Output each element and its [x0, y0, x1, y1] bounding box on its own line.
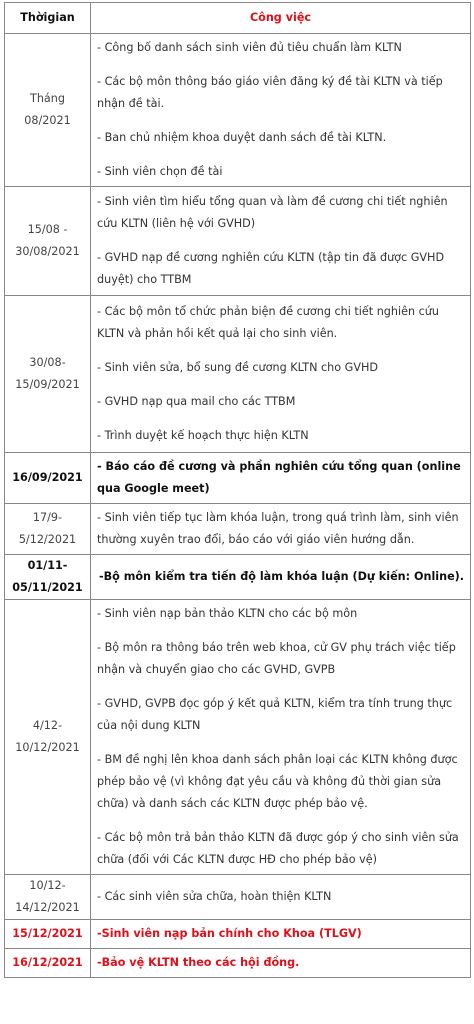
work-item: - Sinh viên nạp bản thảo KLTN cho các bộ môn	[97, 607, 358, 620]
work-item: - Các bộ môn thông báo giáo viên đăng ký đề tài KLTN và tiếp nhận đề tài.	[97, 75, 443, 110]
work-cell	[91, 920, 471, 949]
table-row	[5, 555, 471, 600]
table-row	[5, 920, 471, 949]
table-row	[5, 600, 471, 875]
work-item: - Các sinh viên sửa chữa, hoàn thiện KLTN	[97, 890, 332, 903]
work-cell	[91, 34, 471, 187]
table-row	[5, 453, 471, 504]
work-cell	[91, 187, 471, 296]
work-column-header: Công việc	[91, 3, 471, 34]
table-row	[5, 187, 471, 296]
work-item: - Trình duyệt kế hoạch thực hiện KLTN	[97, 429, 309, 442]
time-cell: 10/12- 14/12/2021	[5, 875, 91, 920]
table-row	[5, 875, 471, 920]
work-item: - GVHD, GVPB đọc góp ý kết quả KLTN, kiểm tra tính trung thực của nội dung KLTN	[97, 697, 453, 732]
work-item: - Các bộ môn trả bản thảo KLTN đã được góp ý cho sinh viên sửa chữa (đối với Các KLTN được HĐ cho phép bảo vệ)	[97, 831, 459, 866]
work-cell	[91, 504, 471, 555]
work-item: - Công bố danh sách sinh viên đủ tiêu chuẩn làm KLTN	[97, 41, 402, 54]
table-row	[5, 34, 471, 187]
work-item: -Bộ môn kiểm tra tiến độ làm khóa luận (Dự kiến: Online).	[98, 570, 465, 583]
work-item: - Sinh viên sửa, bổ sung đề cương KLTN cho GVHD	[97, 361, 379, 374]
work-item: -Sinh viên nạp bản chính cho Khoa (TLGV)	[97, 927, 362, 940]
work-item: - GVHD nạp qua mail cho các TTBM	[97, 395, 296, 408]
work-item: - Ban chủ nhiệm khoa duyệt danh sách đề tài KLTN.	[97, 131, 387, 144]
work-cell	[91, 453, 471, 504]
table-row	[5, 296, 471, 453]
table-row	[5, 949, 471, 978]
work-cell	[91, 949, 471, 978]
work-item: - GVHD nạp đề cương nghiên cứu KLTN (tập tin đã được GVHD duyệt) cho TTBM	[97, 251, 445, 286]
work-cell	[91, 296, 471, 453]
work-item: -Bảo vệ KLTN theo các hội đồng.	[97, 956, 300, 969]
work-item: - Sinh viên tiếp tục làm khóa luận, trong quá trình làm, sinh viên thường xuyên trao đổi, báo cáo với giáo viên hướng dẫn.	[97, 511, 459, 546]
time-cell: 01/11- 05/11/2021	[5, 555, 91, 600]
work-item: - Sinh viên chọn đề tài	[97, 165, 223, 178]
work-item: - Bộ môn ra thông báo trên web khoa, cử GV phụ trách việc tiếp nhận và chuyển giao cho các GVHD, GVPB	[97, 641, 456, 676]
header-row	[5, 3, 471, 34]
time-column-header: Thờigian	[5, 3, 91, 34]
work-cell	[91, 600, 471, 875]
time-cell: 30/08- 15/09/2021	[5, 296, 91, 453]
time-cell: 16/12/2021	[5, 949, 91, 978]
work-item: - BM đề nghị lên khoa danh sách phân loại các KLTN không được phép bảo vệ (vì không đạt yêu cầu và không đủ thời gian sửa chữa) và danh sách các KLTN được phép bảo vệ.	[97, 753, 458, 810]
time-cell: 17/9- 5/12/2021	[5, 504, 91, 555]
work-cell	[91, 875, 471, 920]
time-cell: 15/08 - 30/08/2021	[5, 187, 91, 296]
time-cell: 16/09/2021	[5, 453, 91, 504]
time-cell: 15/12/2021	[5, 920, 91, 949]
schedule-table	[4, 2, 471, 978]
work-item: - Báo cáo đề cương và phần nghiên cứu tổng quan (online qua Google meet)	[97, 460, 461, 495]
table-row	[5, 504, 471, 555]
work-item: - Sinh viên tìm hiểu tổng quan và làm đề cương chi tiết nghiên cứu KLTN (liên hệ với GVHD)	[97, 195, 448, 230]
time-cell: Tháng 08/2021	[5, 34, 91, 187]
work-cell	[91, 555, 471, 600]
work-item: - Các bộ môn tổ chức phản biện đề cương chi tiết nghiên cứu KLTN và phản hồi kết quả lại cho sinh viên.	[97, 305, 439, 340]
time-cell: 4/12- 10/12/2021	[5, 600, 91, 875]
